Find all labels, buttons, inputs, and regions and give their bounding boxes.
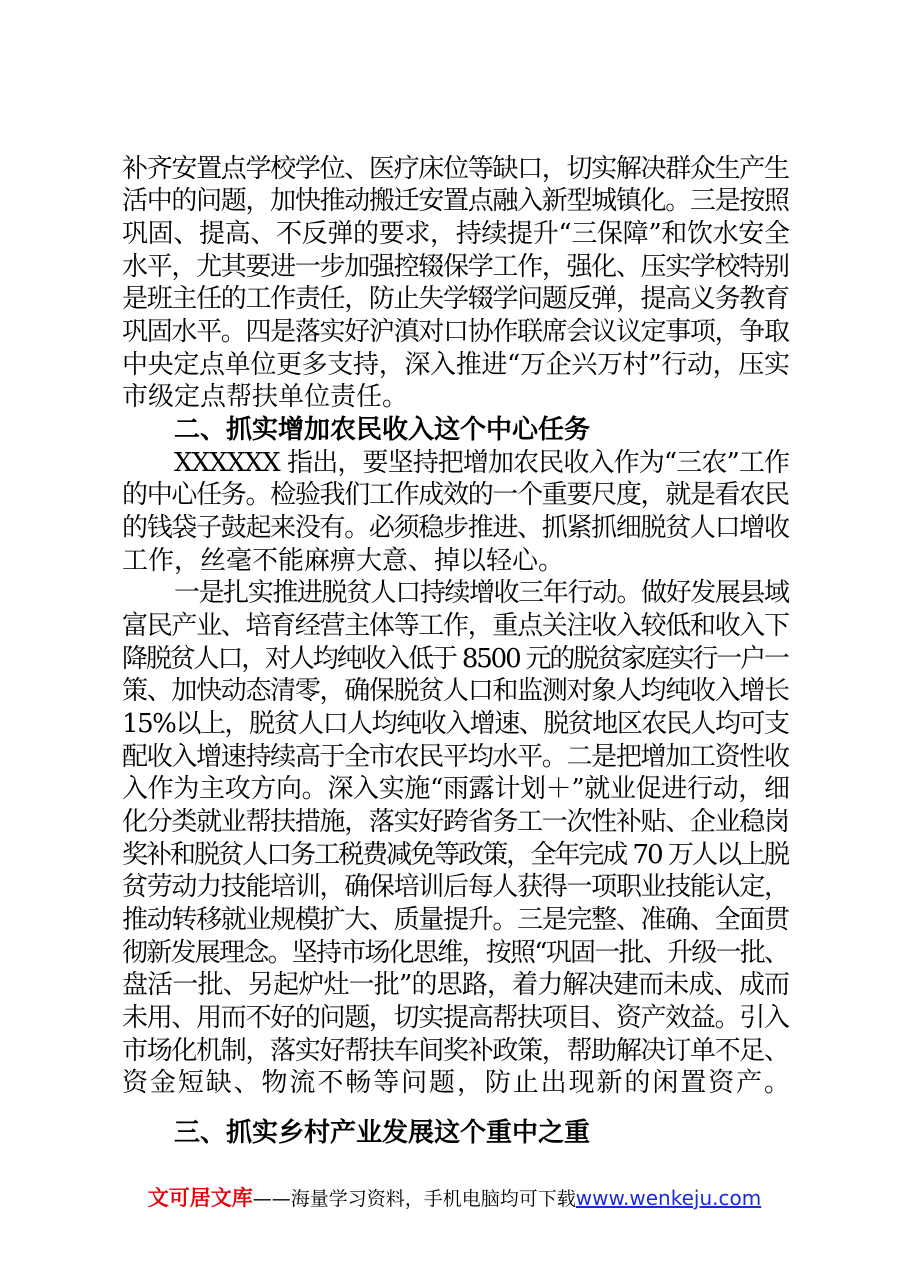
line-text: 水平，尤其要进一步加强控辍保学工作，强化、压实学校特别 xyxy=(122,252,789,282)
line-text: 的钱袋子鼓起来没有。必须稳步推进、抓紧抓细脱贫人口增收 xyxy=(122,513,789,543)
line-text: 富民产业、培育经营主体等工作，重点关注收入较低和收入下 xyxy=(122,611,789,641)
line-text: 未用、用而不好的问题，切实提高帮扶项目、资产效益。引入 xyxy=(122,1003,789,1033)
line-text: 的中心任务。检验我们工作成效的一个重要尺度，就是看农民 xyxy=(122,480,789,510)
line-text: 中央定点单位更多支持，深入推进“万企兴万村”行动，压实 xyxy=(122,350,790,380)
line-text: 活中的问题，加快推动搬迁安置点融入新型城镇化。三是按照 xyxy=(122,186,789,216)
line-text: 是班主任的工作责任，防止失学辍学问题反弹，提高义务教育 xyxy=(122,284,789,314)
line-text: 化分类就业帮扶措施，落实好跨省务工一次性补贴、企业稳岗 xyxy=(122,807,789,837)
line-text: 奖补和脱贫人口务工税费减免等政策，全年完成 70 万人以上脱 xyxy=(122,840,789,870)
heading-text: 三、抓实乡村产业发展这个重中之重 xyxy=(174,1118,591,1148)
line-text: 策、加快动态清零，确保脱贫人口和监测对象人均纯收入增长 xyxy=(122,676,789,706)
footer-slogan: ——海量学习资料，手机电脑均可下载 xyxy=(252,1188,576,1210)
line-text: 盘活一批、另起炉灶一批”的思路，着力解决建而未成、成而 xyxy=(122,970,790,1000)
footer-brand: 文可居文库 xyxy=(147,1186,253,1210)
line-text: 补齐安置点学校学位、医疗床位等缺口，切实解决群众生产生 xyxy=(122,154,789,184)
line-text: 巩固水平。四是落实好沪滇对口协作联席会议议定事项，争取 xyxy=(122,317,789,347)
line-text: 配收入增速持续高于全市农民平均水平。二是把增加工资性收 xyxy=(122,742,789,772)
body-line xyxy=(0,1063,909,1103)
line-text: 市级定点帮扶单位责任。 xyxy=(122,382,409,412)
footer-url-link[interactable]: www.wenkeju.com xyxy=(575,1186,762,1210)
line-text: 推动转移就业规模扩大、质量提升。三是完整、准确、全面贯 xyxy=(122,905,789,935)
line-text: 15%以上，脱贫人口人均纯收入增速、脱贫地区农民人均可支 xyxy=(122,709,789,739)
line-text: 降脱贫人口，对人均纯收入低于 8500 元的脱贫家庭实行一户一 xyxy=(122,644,788,674)
line-text: 巩固、提高、不反弹的要求，持续提升“三保障”和饮水安全 xyxy=(122,219,790,249)
line-text: 工作，丝毫不能麻痹大意、掉以轻心。 xyxy=(122,546,565,576)
line-text: 市场化机制，落实好帮扶车间奖补政策，帮助解决订单不足、 xyxy=(122,1036,789,1066)
line-text: 彻新发展理念。坚持市场化思维，按照“巩固一批、升级一批、 xyxy=(122,938,789,968)
footer-banner xyxy=(0,1178,909,1218)
section-heading-3 xyxy=(0,1113,909,1153)
line-text: 资金短缺、物流不畅等问题，防止出现新的闲置资产。 xyxy=(122,1068,792,1098)
heading-text: 二、抓实增加农民收入这个中心任务 xyxy=(174,415,591,445)
line-text: XXXXXX 指出，要坚持把增加农民收入作为“三农”工作 xyxy=(174,448,790,478)
line-text: 一是扎实推进脱贫人口持续增收三年行动。做好发展县域 xyxy=(174,578,789,608)
line-text: 贫劳动力技能培训，确保培训后每人获得一项职业技能认定， xyxy=(122,872,789,902)
line-text: 入作为主攻方向。深入实施“雨露计划＋”就业促进行动，细 xyxy=(122,774,790,804)
